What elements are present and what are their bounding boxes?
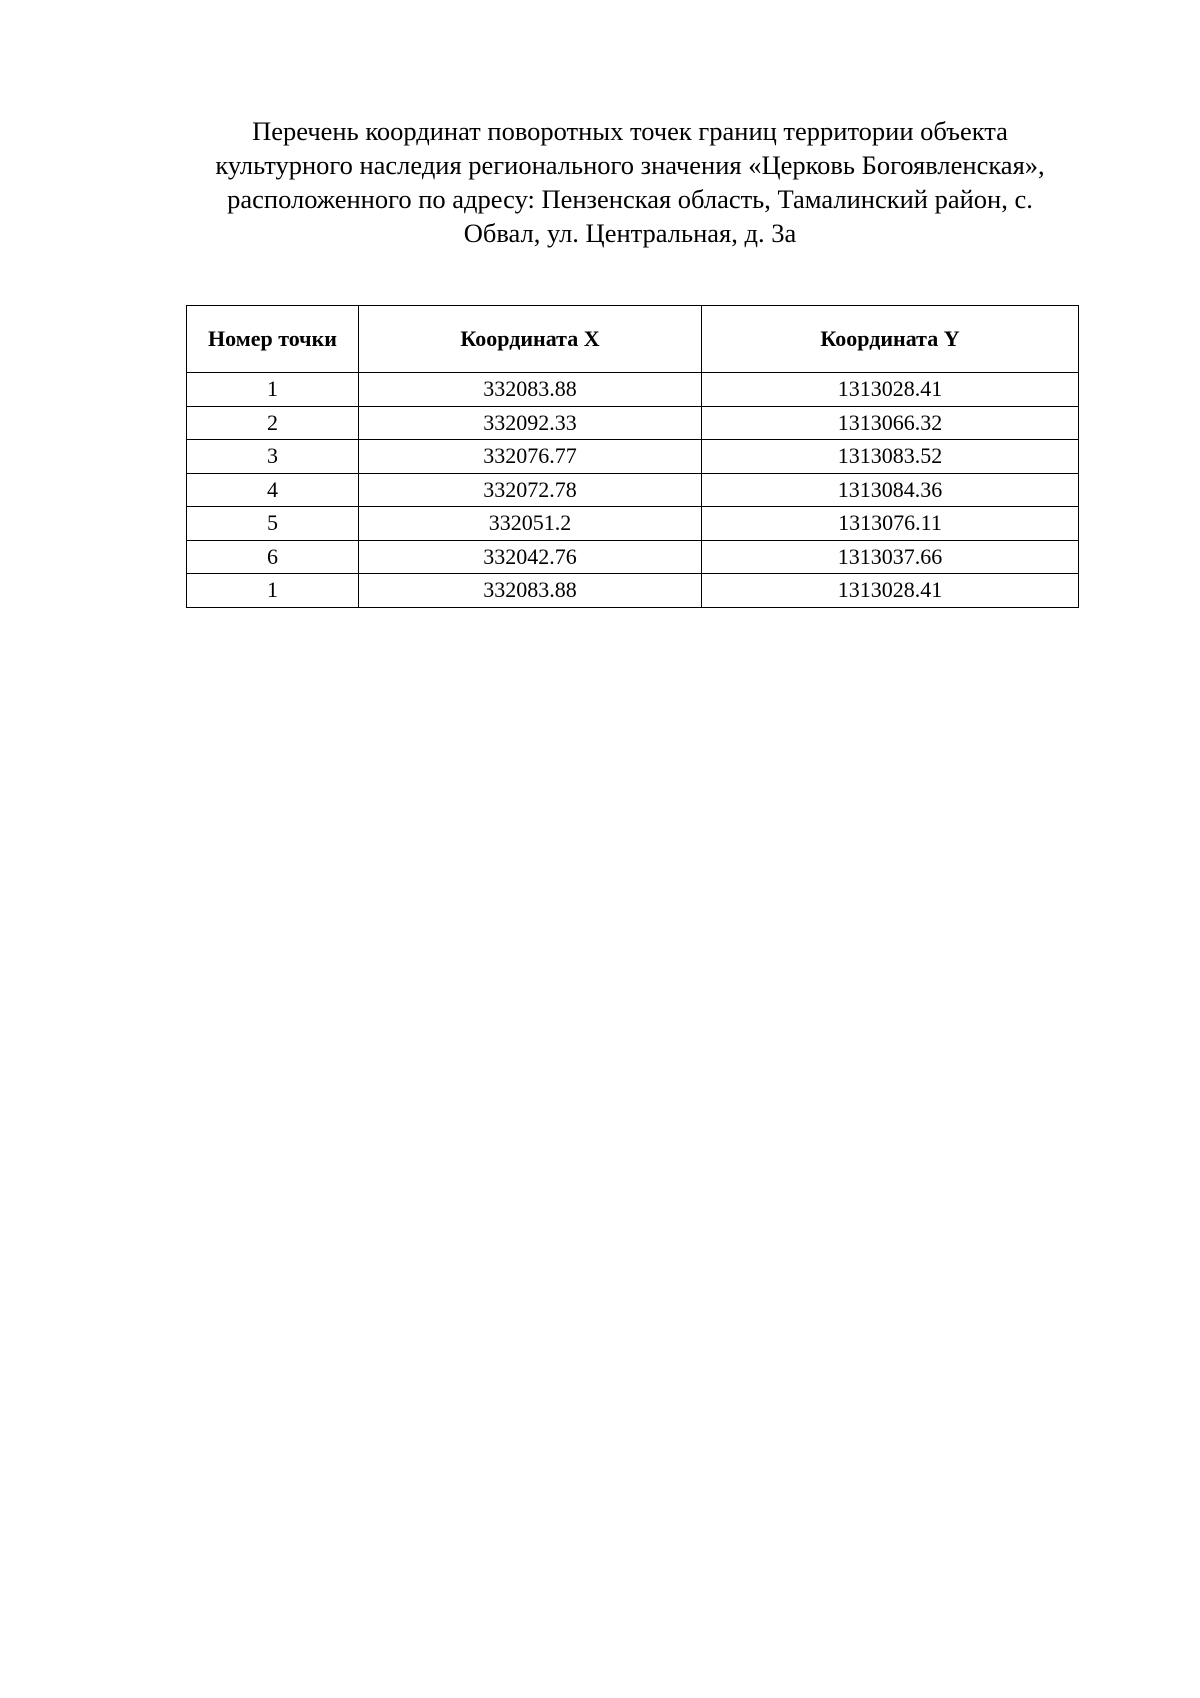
cell-coordinate-y: 1313066.32 — [702, 406, 1079, 440]
coordinates-table — [186, 305, 1079, 608]
header-point-number: Номер точки — [187, 306, 359, 373]
cell-point-number: 4 — [187, 473, 359, 507]
table-row — [187, 373, 1079, 407]
cell-coordinate-y: 1313037.66 — [702, 540, 1079, 574]
cell-coordinate-y: 1313028.41 — [702, 373, 1079, 407]
cell-coordinate-y: 1313084.36 — [702, 473, 1079, 507]
document-title — [170, 114, 1090, 250]
title-line-4: Обвал, ул. Центральная, д. 3а — [463, 218, 797, 248]
cell-coordinate-x: 332092.33 — [359, 406, 702, 440]
cell-point-number: 2 — [187, 406, 359, 440]
cell-coordinate-x: 332072.78 — [359, 473, 702, 507]
title-line-2: культурного наследия регионального значения «Церковь Богоявленская», — [215, 150, 1045, 180]
title-line-3: расположенного по адресу: Пензенская область, Тамалинский район, с. — [227, 184, 1033, 214]
cell-coordinate-x: 332076.77 — [359, 440, 702, 474]
cell-coordinate-x: 332083.88 — [359, 574, 702, 608]
cell-point-number: 6 — [187, 540, 359, 574]
table-row — [187, 473, 1079, 507]
cell-point-number: 5 — [187, 507, 359, 541]
header-coordinate-x: Координата X — [359, 306, 702, 373]
table-row — [187, 574, 1079, 608]
cell-coordinate-x: 332051.2 — [359, 507, 702, 541]
cell-coordinate-y: 1313028.41 — [702, 574, 1079, 608]
table-header-row — [187, 306, 1079, 373]
cell-coordinate-y: 1313083.52 — [702, 440, 1079, 474]
title-line-1: Перечень координат поворотных точек границ территории объекта — [252, 116, 1008, 146]
cell-coordinate-y: 1313076.11 — [702, 507, 1079, 541]
table-row — [187, 507, 1079, 541]
cell-point-number: 1 — [187, 574, 359, 608]
table-row — [187, 540, 1079, 574]
cell-point-number: 1 — [187, 373, 359, 407]
table-row — [187, 440, 1079, 474]
cell-point-number: 3 — [187, 440, 359, 474]
cell-coordinate-x: 332042.76 — [359, 540, 702, 574]
header-coordinate-y: Координата Y — [702, 306, 1079, 373]
cell-coordinate-x: 332083.88 — [359, 373, 702, 407]
table-row — [187, 406, 1079, 440]
